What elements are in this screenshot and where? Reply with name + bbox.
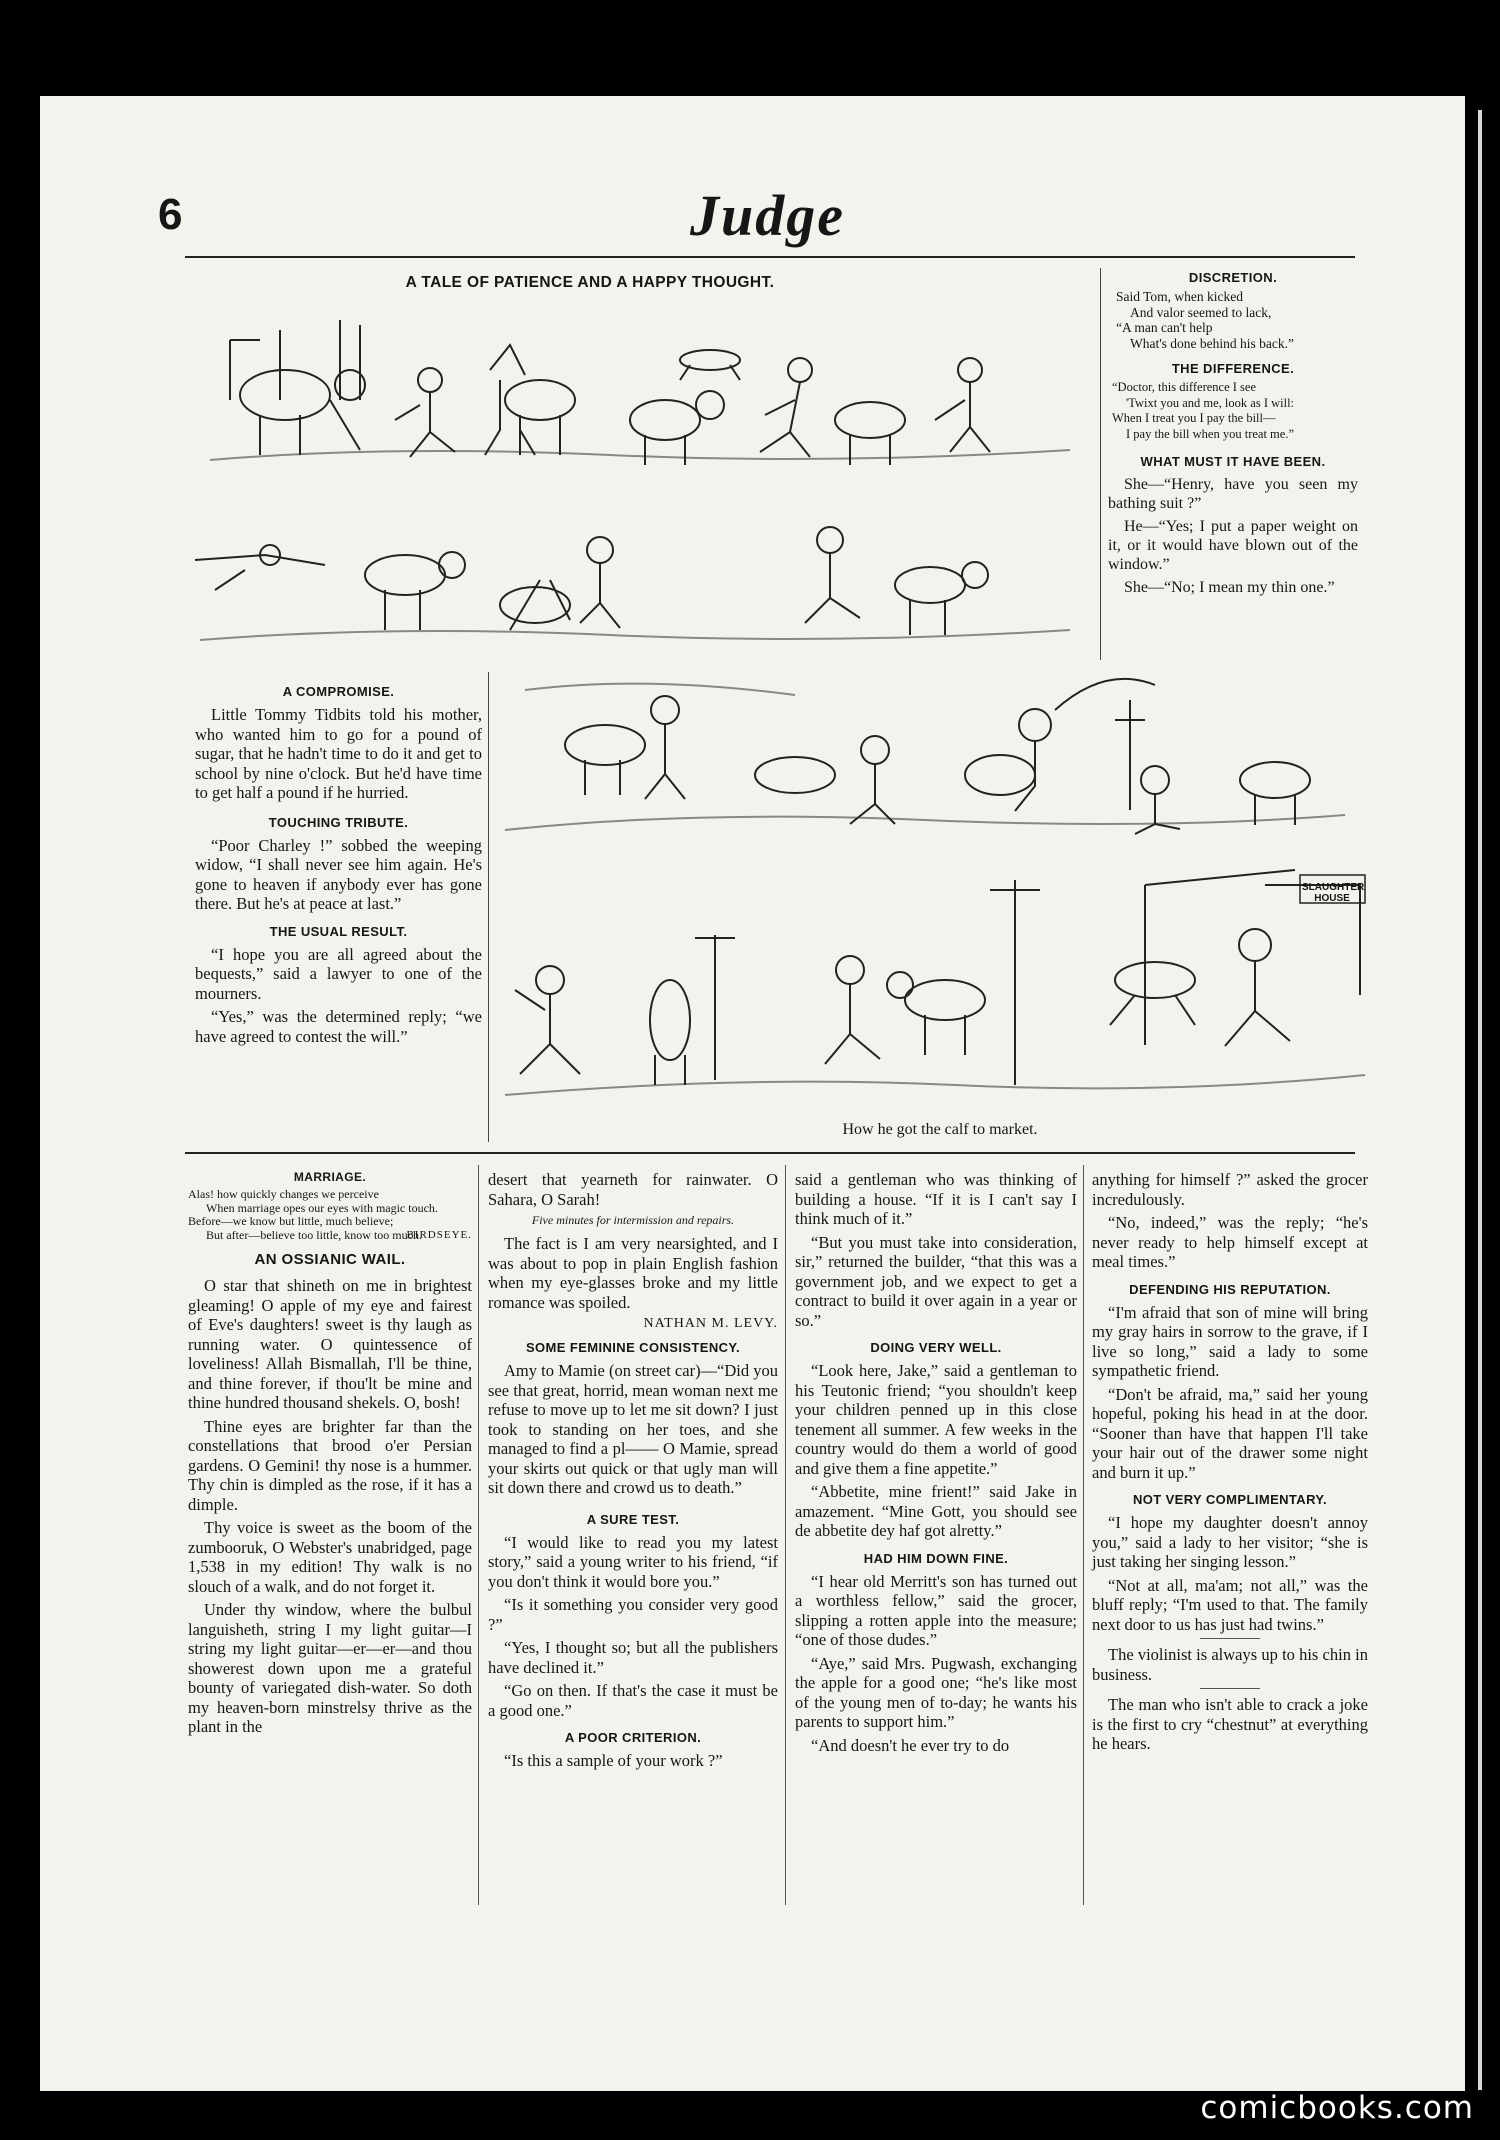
defending-body xyxy=(1092,1303,1368,1483)
poem-line: When marriage opes our eyes with magic touch. xyxy=(206,1200,438,1215)
comic-strip-row4 xyxy=(495,860,1375,1120)
poem-line: I pay the bill when you treat me.” xyxy=(1126,426,1294,441)
difference-poem xyxy=(1112,380,1358,442)
poem-line: Said Tom, when kicked xyxy=(1116,289,1244,304)
compromise-title: A COMPROMISE. xyxy=(282,684,395,699)
left-sidebar xyxy=(195,684,482,1050)
header-rule xyxy=(185,256,1355,258)
right-box-rule xyxy=(1100,268,1101,660)
discretion-title: DISCRETION. xyxy=(1188,270,1278,285)
poem-line: But after—believe too little, know too much. xyxy=(206,1227,422,1242)
paragraph: O star that shineth on me in brightest gleaming! O apple of my eye and fairest of Eve's daughters! sweet is thy laugh as running water. O quintessence of loveliness! Allah Bismallah, I'll be thine, and thine forever, if thou'lt be mine and thine hundred thousand shekels. O, bosh! xyxy=(188,1276,472,1412)
paragraph: “Is it something you consider very good ?” xyxy=(488,1595,778,1634)
paragraph: “And doesn't he ever try to do xyxy=(811,1735,1010,1755)
comic-title: A TALE OF PATIENCE AND A HAPPY THOUGHT. xyxy=(405,274,775,291)
paragraph: said a gentleman who was thinking of building a house. “If it is I can't say I think much of it.” xyxy=(795,1170,1077,1228)
column-4 xyxy=(1092,1170,1368,1758)
paragraph: anything for himself ?” asked the grocer incredulously. xyxy=(1092,1170,1368,1209)
paragraph: “Is this a sample of your work ?” xyxy=(504,1751,723,1770)
usual-title: THE USUAL RESULT. xyxy=(269,923,408,939)
paragraph: The violinist is always up to his chin in business. xyxy=(1092,1645,1368,1684)
intermission-note: Five minutes for intermission and repairs. xyxy=(531,1213,735,1227)
poem-line: “A man can't help xyxy=(1116,320,1213,335)
column-rule xyxy=(1083,1165,1084,1905)
not-very-body xyxy=(1092,1513,1368,1634)
doing-title: DOING VERY WELL. xyxy=(870,1340,1002,1355)
paragraph: “I hope you are all agreed about the bequests,” said a lawyer to one of the mourners. xyxy=(195,944,482,1003)
paragraph: The fact is I am very nearsighted, and I was about to pop in plain English fashion when my eye-glasses broke and my little romance was spoiled. xyxy=(488,1234,778,1312)
marriage-title: MARRIAGE. xyxy=(293,1170,367,1184)
short-rule xyxy=(1200,1688,1260,1689)
poem-line: Alas! how quickly changes we perceive xyxy=(188,1187,379,1201)
poem-line: What's done behind his back.” xyxy=(1130,335,1295,351)
paragraph: “No, indeed,” was the reply; “he's never ready to help himself except at meal times.” xyxy=(1092,1213,1368,1271)
masthead: Judge xyxy=(690,183,845,248)
comic-caption: How he got the calf to market. xyxy=(842,1121,1038,1138)
ossianic-body xyxy=(188,1276,472,1737)
section-rule xyxy=(185,1152,1355,1154)
defending-title: DEFENDING HIS REPUTATION. xyxy=(1129,1281,1331,1297)
paragraph: “I'm afraid that son of mine will bring my gray hairs in sorrow to the grave, if I live so long,” said a lady to some sympathetic friend. xyxy=(1092,1302,1368,1380)
left-box-rule xyxy=(488,672,489,1142)
sure-test-body xyxy=(488,1533,778,1721)
paragraph: He—“Yes; I put a paper weight on it, or it would have blown out of the window.” xyxy=(1108,518,1358,573)
poem-line: When I treat you I pay the bill— xyxy=(1112,411,1276,425)
column-2 xyxy=(488,1170,778,1775)
down-fine-body xyxy=(795,1572,1077,1756)
paragraph: “Yes,” was the determined reply; “we have agreed to contest the will.” xyxy=(195,1007,482,1046)
levy-signature: NATHAN M. LEVY. xyxy=(643,1316,778,1331)
poem-line: And valor seemed to lack, xyxy=(1130,304,1272,320)
watermark: comicbooks.com xyxy=(1200,2090,1474,2126)
compromise-text: Little Tommy Tidbits told his mother, who wanted him to go for a pound of sugar, that he hadn't time to do it and get to school by nine o'clock. But he'd have time to get half a pound if he hurried. xyxy=(195,705,482,802)
down-fine-title: HAD HIM DOWN FINE. xyxy=(863,1550,1009,1566)
page-number: 6 xyxy=(158,190,183,239)
column-1 xyxy=(188,1170,472,1741)
paragraph: “I would like to read you my latest story,” said a young writer to his friend, “if you don't think it would bore you.” xyxy=(488,1532,778,1591)
paragraph: Thy voice is sweet as the boom of the zumbooruk, O Webster's unabridged, page 1,538 in my edition! Thy walk is no slouch of a walk, and do not forget it. xyxy=(188,1518,472,1596)
comic-strip-row1 xyxy=(190,290,1080,495)
poem-line: Before—we know but little, much believe; xyxy=(188,1214,394,1228)
paragraph: Under thy window, where the bulbul languisheth, string I my light guitar—I string my light guitar—er—er—and thou showerest down upon me a grateful bounty of variegated dish-water. So doth my heaven-born minstrelsy thrive as the plant in the xyxy=(188,1600,472,1736)
touching-title: TOUCHING TRIBUTE. xyxy=(268,814,409,830)
paragraph: “Go on then. If that's the case it must be a good one.” xyxy=(488,1681,778,1720)
paragraph: The man who isn't able to crack a joke is the first to cry “chestnut” at everything he hears. xyxy=(1092,1695,1368,1753)
feminine-title: SOME FEMININE CONSISTENCY. xyxy=(525,1340,741,1355)
column-rule xyxy=(785,1165,786,1905)
paragraph: Thine eyes are brighter far than the constellations that brood o'er Persian gardens. O Gemini! thy nose is a hummer. Thy chin is dimpled as the rose, if it has a dimple. xyxy=(188,1416,472,1514)
paragraph: desert that yearneth for rainwater. O Sahara, O Sarah! xyxy=(488,1170,778,1209)
sure-test-title: A SURE TEST. xyxy=(586,1511,680,1527)
marriage-signature: BIRDSEYE. xyxy=(406,1229,472,1241)
right-sidebar xyxy=(1108,270,1358,601)
doing-body xyxy=(795,1361,1077,1541)
paragraph: “Not at all, ma'am; not all,” was the bluff reply; “I'm used to that. The family next door to us has just had twins.” xyxy=(1092,1575,1368,1634)
discretion-poem xyxy=(1116,289,1358,351)
what-must-body xyxy=(1108,475,1358,597)
paragraph: “I hope my daughter doesn't annoy you,” said a lady to her visitor; “she is just taking her singing lesson.” xyxy=(1092,1513,1368,1571)
paragraph: She—“Henry, have you seen my bathing suit ?” xyxy=(1108,476,1358,512)
poem-line: “Doctor, this difference I see xyxy=(1112,380,1256,394)
ossianic-title: AN OSSIANIC WAIL. xyxy=(254,1251,406,1268)
paragraph: “Don't be afraid, ma,” said her young hopeful, poking his head in at the door. “Sooner than have that happen I'll take your hair out of the drawer some night and burn it up.” xyxy=(1092,1384,1368,1482)
paragraph: “Look here, Jake,” said a gentleman to his Teutonic friend; “you shouldn't keep your children penned up in this close tenement all summer. A few weeks in the country would do them a world of good and give them a fine appetite.” xyxy=(795,1361,1077,1478)
column-3 xyxy=(795,1170,1077,1759)
what-must-title: WHAT MUST IT HAVE BEEN. xyxy=(1140,454,1326,469)
column-rule xyxy=(478,1165,479,1905)
comic-strip-row2 xyxy=(190,500,1080,660)
difference-title: THE DIFFERENCE. xyxy=(1171,361,1295,376)
poor-title: A POOR CRITERION. xyxy=(564,1730,702,1745)
not-very-title: NOT VERY COMPLIMENTARY. xyxy=(1132,1492,1328,1507)
paragraph: Amy to Mamie (on street car)—“Did you see that great, horrid, mean woman next me refuse to move up to let me sit down? I just took to standing on her toes, and she managed to find a pl—— O Mamie, spread your skirts out quick or that ugly man will sit down there and crowd us to death.” xyxy=(488,1361,779,1497)
poem-line: 'Twixt you and me, look as I will: xyxy=(1126,395,1295,410)
short-rule xyxy=(1200,1638,1260,1639)
paragraph: “Yes, I thought so; but all the publishers have declined it.” xyxy=(488,1638,778,1677)
paragraph: “But you must take into consideration, sir,” returned the builder, “that this was a government job, and we expect to get a contract to build it over again in a year or so.” xyxy=(795,1232,1077,1330)
paragraph: “I hear old Merritt's son has turned out a worthless fellow,” said the grocer, slipping a rotten apple into the measure; “one of those dudes.” xyxy=(795,1571,1077,1649)
paragraph: “Aye,” said Mrs. Pugwash, exchanging the apple for a good one; “he's like most of the young men of to-day; he wants his parents to support him.” xyxy=(795,1653,1077,1731)
comic-strip-row3 xyxy=(495,670,1355,845)
slaughter-house-sign: SLAUGHTER HOUSE xyxy=(1302,882,1365,904)
paragraph: She—“No; I mean my thin one.” xyxy=(1124,579,1335,596)
next-page-edge xyxy=(1478,110,1482,2090)
paragraph: “Abbetite, mine frient!” said Jake in amazement. “Mine Gott, you should see de abbetite dey haf got alretty.” xyxy=(795,1482,1077,1540)
touching-text: “Poor Charley !” sobbed the weeping widow, “I shall never see him again. He's gone to heaven if anybody ever has gone there. But he's at peace at last.” xyxy=(195,835,482,913)
